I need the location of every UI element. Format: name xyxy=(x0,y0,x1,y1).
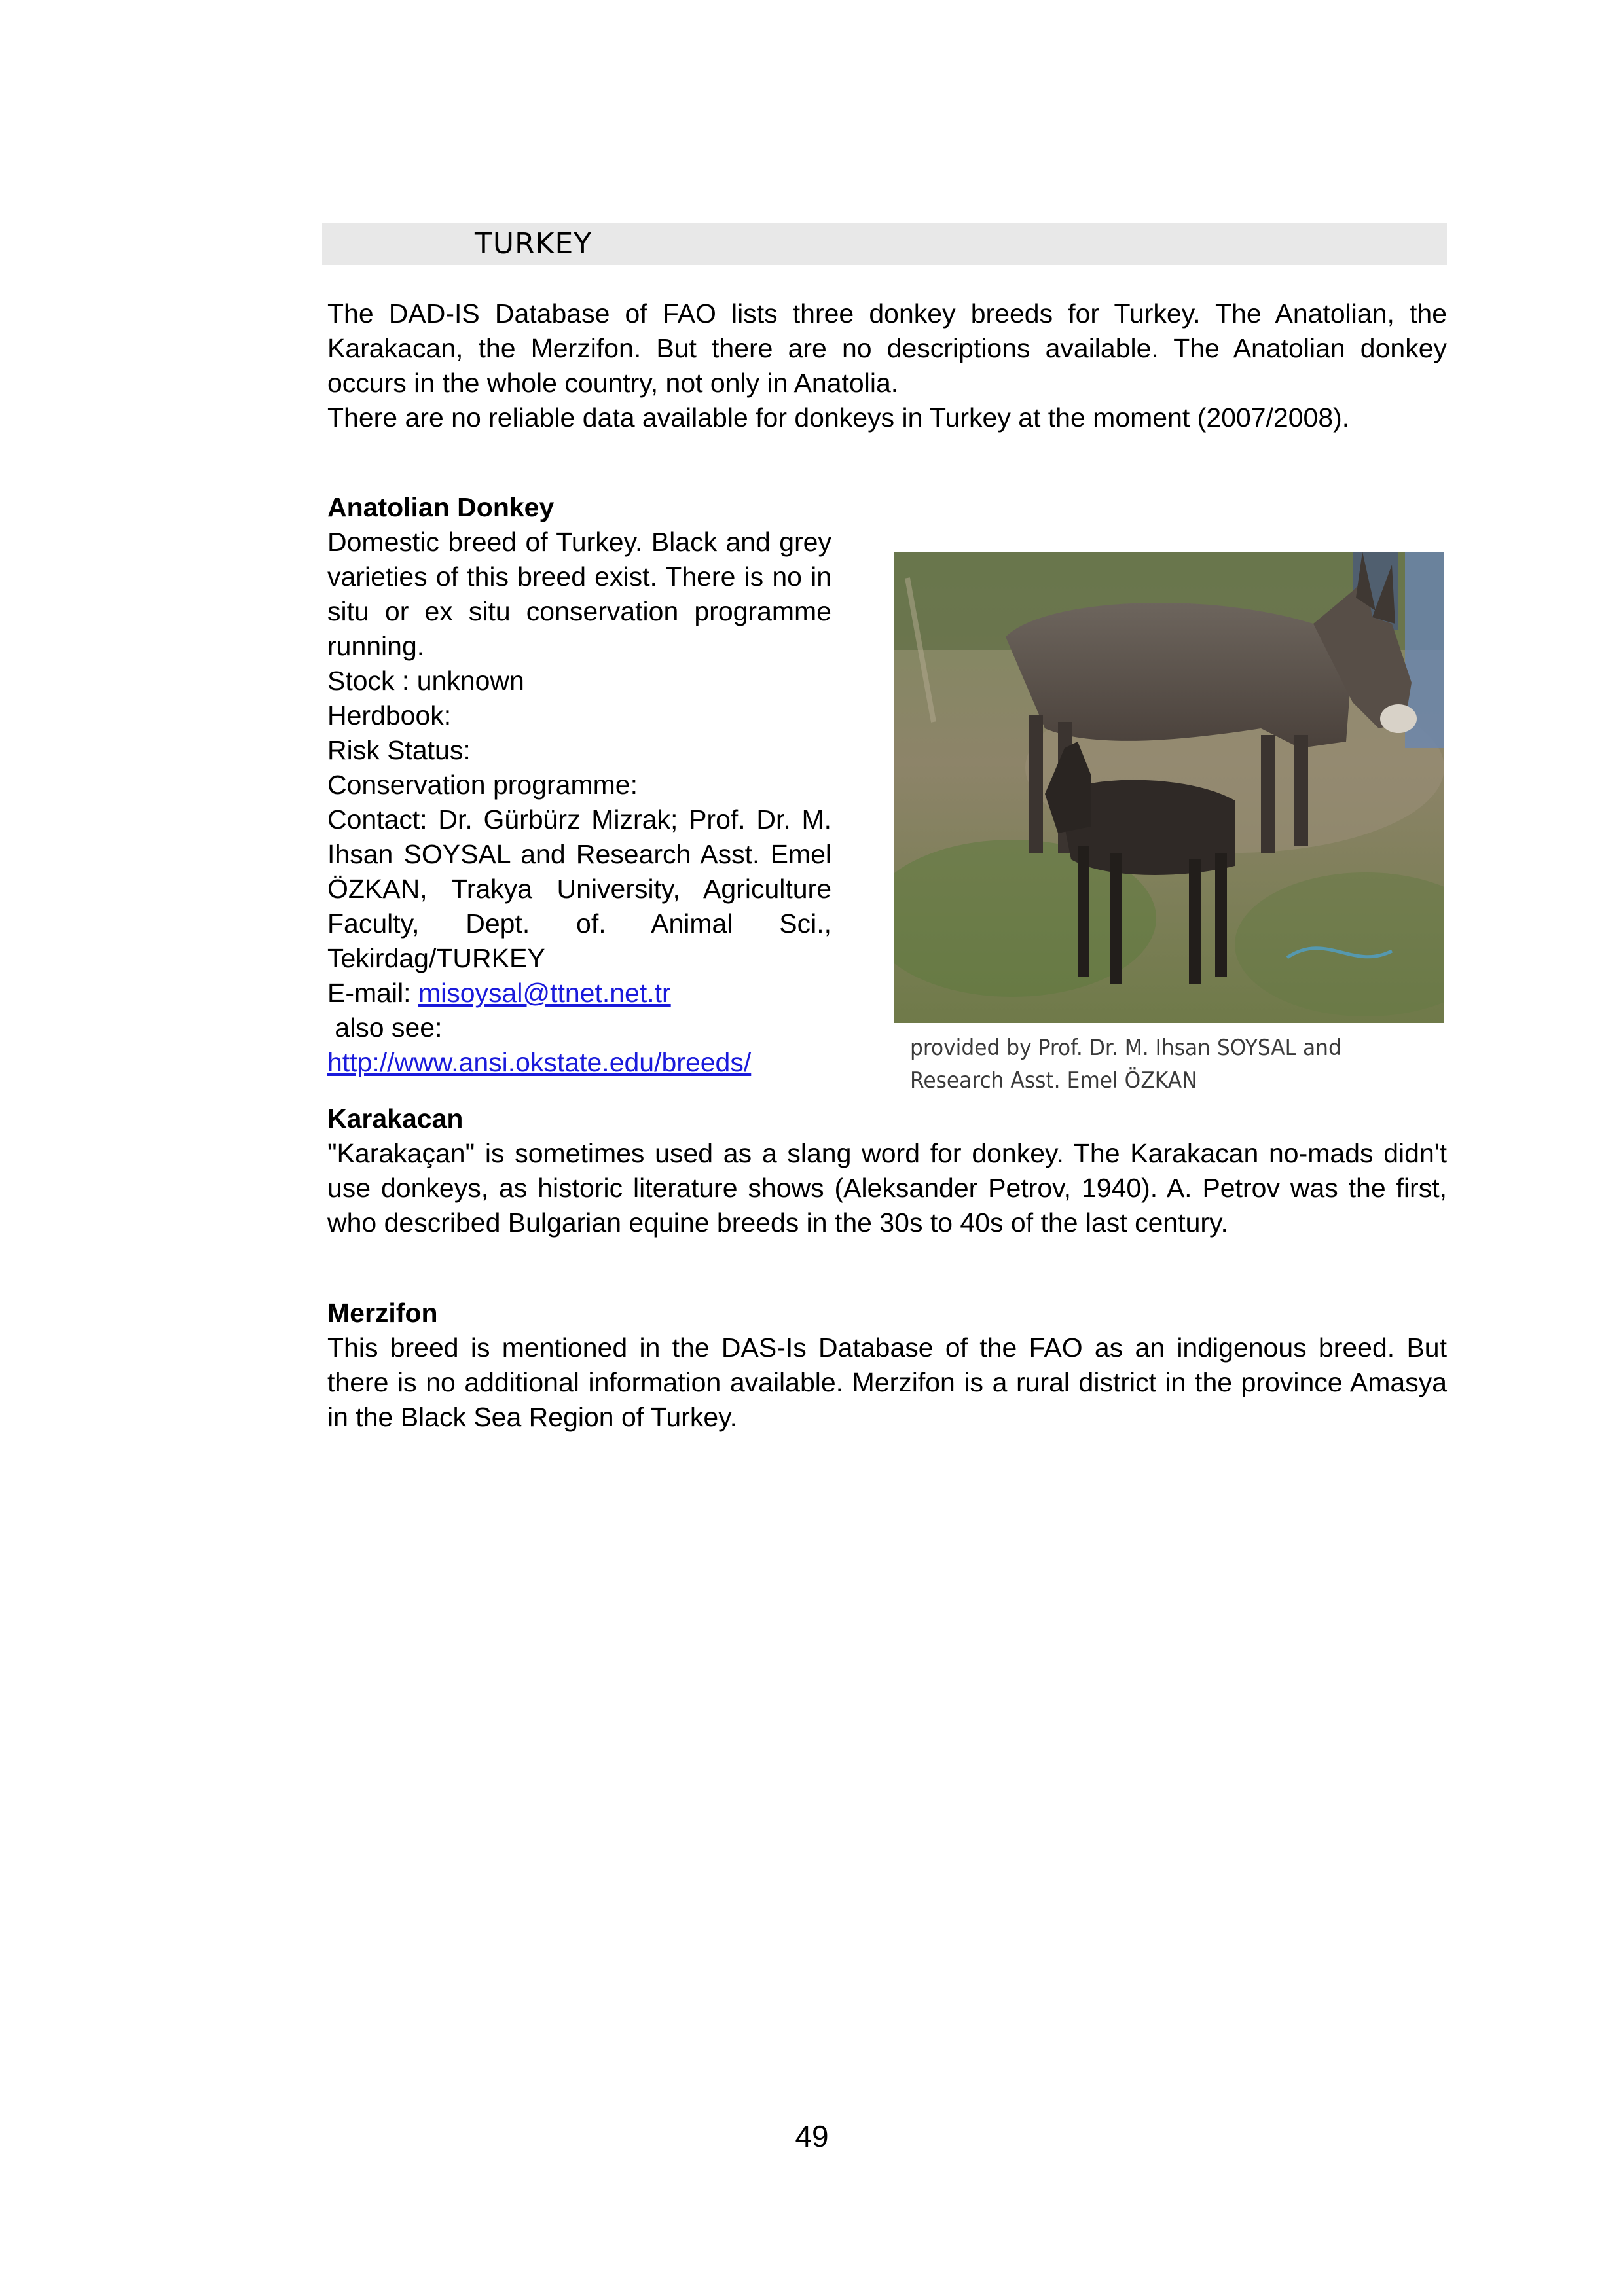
section-header-title: TURKEY xyxy=(475,227,593,260)
section-header-bar xyxy=(322,223,1447,265)
merzifon-title: Merzifon xyxy=(327,1298,438,1328)
anatolian-donkey-title: Anatolian Donkey xyxy=(327,492,555,522)
photo-caption-line-2: Research Asst. Emel ÖZKAN xyxy=(910,1067,1197,1094)
merzifon-section xyxy=(327,1296,1447,1435)
breeds-url-link[interactable]: http://www.ansi.okstate.edu/breeds/ xyxy=(327,1047,752,1077)
intro-paragraph-2: There are no reliable data available for donkeys in Turkey at the moment (2007/2008). xyxy=(327,403,1350,433)
anatolian-donkey-section xyxy=(327,490,831,1080)
photo-caption xyxy=(910,1031,1392,1097)
anatolian-also-see: also see: xyxy=(327,1013,443,1043)
anatolian-url-line xyxy=(327,1045,831,1080)
anatolian-email-line xyxy=(327,976,831,1011)
anatolian-contact: Contact: Dr. Gürbürz Mizrak; Prof. Dr. M. Ihsan SOYSAL and Research Asst. Emel ÖZKAN, Trakya University, Agriculture Faculty, Dept. of. Animal Sci., Tekirdag/TURKEY xyxy=(327,804,831,973)
page-number: 49 xyxy=(795,2119,829,2153)
anatolian-risk-status: Risk Status: xyxy=(327,735,471,765)
anatolian-stock: Stock : unknown xyxy=(327,666,524,696)
karakacan-title: Karakacan xyxy=(327,1103,464,1134)
donkey-photo xyxy=(894,552,1444,1023)
merzifon-text: This breed is mentioned in the DAS-Is Database of the FAO as an indigenous breed. But there is no additional information available. Merzifon is a rural district in the province Amasya in the Black Sea Region of Turkey. xyxy=(327,1333,1447,1432)
photo-caption-line-1: provided by Prof. Dr. M. Ihsan SOYSAL and xyxy=(910,1035,1341,1061)
karakacan-text: "Karakaçan" is sometimes used as a slang word for donkey. The Karakacan no-mads didn't use donkeys, as historic literature shows (Aleksander Petrov, 1940). A. Petrov was the first, who described Bulgarian equine breeds in the 30s to 40s of the last century. xyxy=(327,1138,1447,1238)
intro-section xyxy=(327,296,1447,435)
email-link[interactable]: misoysal@ttnet.net.tr xyxy=(418,978,671,1008)
anatolian-herdbook: Herdbook: xyxy=(327,700,452,730)
email-label: E-mail: xyxy=(327,978,418,1008)
intro-paragraph-1: The DAD-IS Database of FAO lists three donkey breeds for Turkey. The Anatolian, the Karakacan, the Merzifon. But there are no descriptions available. The Anatolian donkey occurs in the whole country, not only in Anatolia. xyxy=(327,298,1447,398)
karakacan-section xyxy=(327,1102,1447,1240)
anatolian-conservation: Conservation programme: xyxy=(327,770,638,800)
anatolian-description: Domestic breed of Turkey. Black and grey varieties of this breed exist. There is no in situ or ex situ conservation programme running. xyxy=(327,527,831,661)
